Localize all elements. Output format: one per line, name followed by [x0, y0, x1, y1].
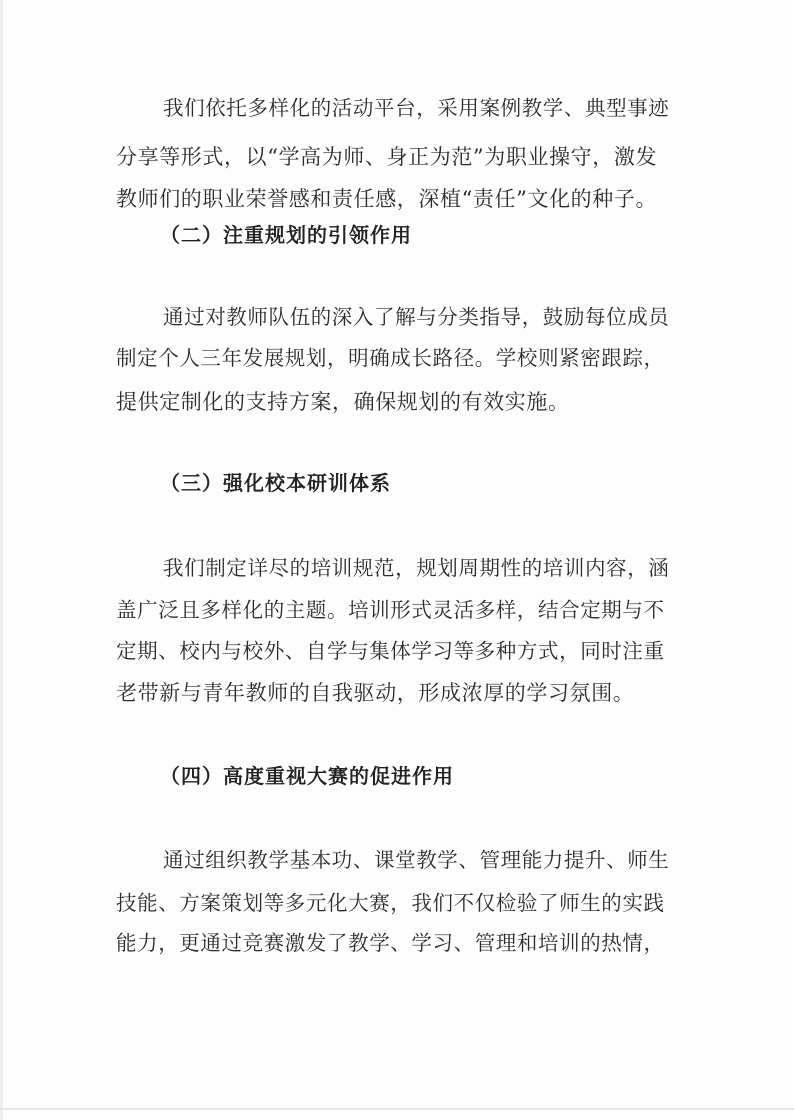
scan-edge-bottom [0, 1108, 794, 1110]
paragraph-1-line-1: 我们依托多样化的活动平台，采用案例教学、典型事迹 [163, 96, 670, 120]
paragraph-2-line-2: 制定个人三年发展规划，明确成长路径。学校则紧密跟踪， [116, 346, 665, 370]
paragraph-3-line-3: 定期、校内与校外、自学与集体学习等多种方式，同时注重 [116, 639, 665, 663]
paragraph-1-line-3: 教师们的职业荣誉感和责任感，深植“责任”文化的种子。 [116, 187, 658, 211]
scan-edge-left [0, 0, 3, 1120]
paragraph-2-line-3: 提供定制化的支持方案，确保规划的有效实施。 [116, 390, 570, 414]
paragraph-4-line-2: 技能、方案策划等多元化大赛，我们不仅检验了师生的实践 [116, 891, 665, 915]
section-heading-2: （二）注重规划的引领作用 [160, 223, 412, 247]
section-heading-3: （三）强化校本研训体系 [160, 471, 391, 495]
paragraph-1-line-2: 分享等形式，以“学高为师、身正为范”为职业操守，激发 [116, 145, 658, 169]
paragraph-3-line-4: 老带新与青年教师的自我驱动，形成浓厚的学习氛围。 [116, 681, 635, 705]
paragraph-2-line-1: 通过对教师队伍的深入了解与分类指导，鼓励每位成员 [163, 305, 670, 329]
paragraph-4-line-3: 能力，更通过竞赛激发了教学、学习、管理和培训的热情， [116, 931, 665, 955]
paragraph-3-line-2: 盖广泛且多样化的主题。培训形式灵活多样，结合定期与不 [116, 598, 665, 622]
paragraph-3-line-1: 我们制定详尽的培训规范，规划周期性的培训内容，涵 [163, 556, 670, 580]
paragraph-4-line-1: 通过组织教学基本功、课堂教学、管理能力提升、师生 [163, 848, 670, 872]
section-heading-4: （四）高度重视大赛的促进作用 [160, 764, 454, 788]
